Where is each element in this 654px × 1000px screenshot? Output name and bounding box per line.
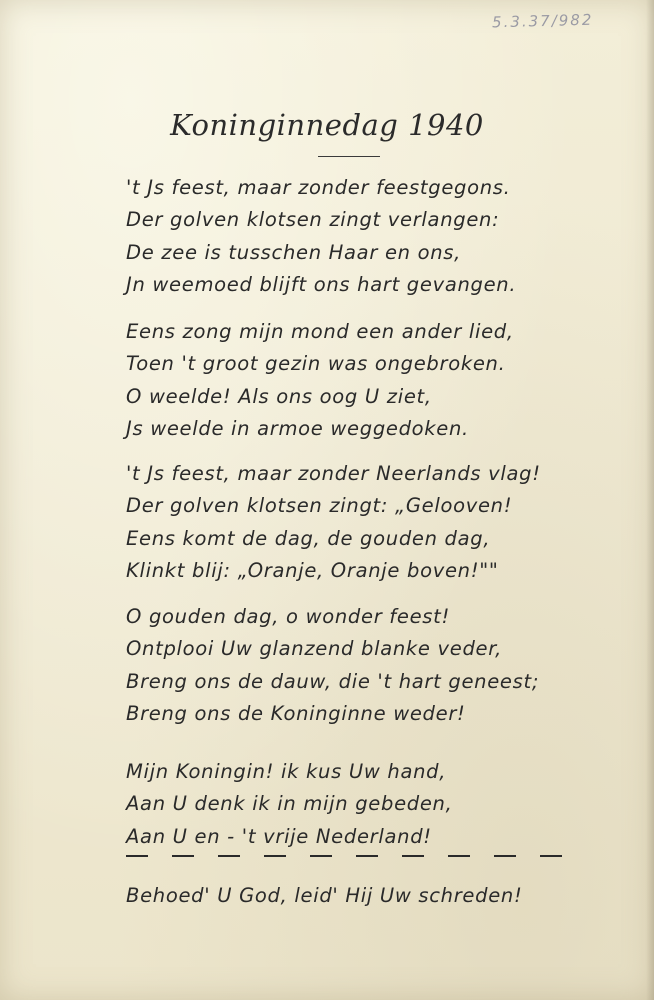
dash bbox=[218, 855, 240, 857]
dash bbox=[310, 855, 332, 857]
verse-line: Ontplooi Uw glanzend blanke veder, bbox=[126, 637, 503, 661]
title-underline bbox=[318, 156, 380, 157]
verse-line: O gouden dag, o wonder feest! bbox=[126, 605, 450, 628]
stanza-1 bbox=[126, 172, 516, 302]
dash bbox=[356, 855, 378, 857]
verse-line: Aan U en - 't vrije Nederland! bbox=[126, 824, 432, 848]
verse-line: De zee is tusschen Haar en ons, bbox=[126, 240, 462, 264]
verse-line: Breng ons de Koninginne weder! bbox=[126, 702, 466, 726]
verse-line: Aan U denk ik in mijn gebeden, bbox=[126, 792, 453, 816]
verse-line: Breng ons de dauw, die 't hart geneest; bbox=[126, 669, 540, 693]
paper-edge-shadow bbox=[646, 0, 654, 1000]
stanza-4 bbox=[126, 601, 539, 731]
archive-number: 5.3.37/982 bbox=[491, 10, 594, 32]
verse-line: Der golven klotsen zingt: „Gelooven! bbox=[126, 494, 513, 518]
verse-line: Jn weemoed blijft ons hart gevangen. bbox=[126, 273, 517, 297]
dash bbox=[172, 855, 194, 857]
dash bbox=[264, 855, 286, 857]
verse-line: Toen 't groot gezin was ongebroken. bbox=[126, 352, 506, 376]
stanza-5 bbox=[126, 756, 453, 853]
dash bbox=[126, 855, 148, 857]
verse-line: O weelde! Als ons oog U ziet, bbox=[126, 384, 432, 408]
closing-line: Behoed' U God, leid' Hij Uw schreden! bbox=[126, 884, 523, 907]
dash bbox=[402, 855, 424, 857]
dash bbox=[448, 855, 470, 857]
verse-line: Klinkt blij: „Oranje, Oranje boven!"" bbox=[126, 559, 499, 583]
verse-line: 't Js feest, maar zonder feestgegons. bbox=[126, 176, 511, 199]
dash bbox=[540, 855, 562, 857]
verse-line: Js weelde in armoe weggedoken. bbox=[126, 417, 469, 441]
dash-separator bbox=[126, 855, 586, 857]
verse-line: Der golven klotsen zingt verlangen: bbox=[126, 208, 500, 232]
stanza-3 bbox=[126, 458, 541, 588]
verse-line: Mijn Koningin! ik kus Uw hand, bbox=[126, 760, 447, 783]
dash bbox=[494, 855, 516, 857]
verse-line: 't Js feest, maar zonder Neerlands vlag! bbox=[126, 462, 541, 485]
poem-title: Koninginnedag 1940 bbox=[170, 108, 484, 142]
verse-line: Eens komt de dag, de gouden dag, bbox=[126, 526, 491, 550]
verse-line: Eens zong mijn mond een ander lied, bbox=[126, 320, 514, 343]
stanza-2 bbox=[126, 316, 514, 446]
